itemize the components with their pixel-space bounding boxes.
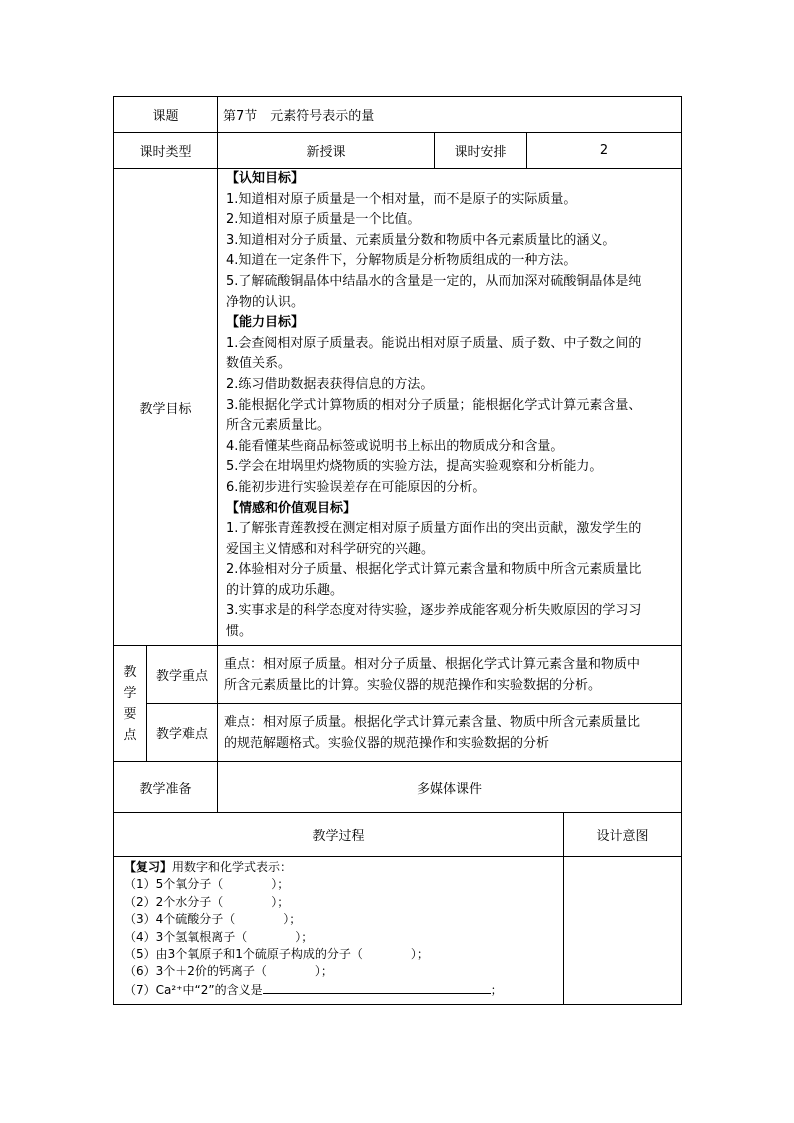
schedule-value: 2 [527,133,682,169]
focus-content [218,646,682,704]
review-row [114,857,682,1005]
key-points-group-label: 教 学 要 点 [114,646,147,762]
topic-row [114,97,682,133]
review-item: （4）3个氢氧根离子（ ）； [124,929,314,944]
lesson-plan [113,96,681,1005]
item7-suffix: ； [490,982,503,997]
intent-content [564,857,682,1005]
ability-line: 4.能看懂某些商品标签或说明书上标出的物质成分和含量。 [226,438,564,454]
difficulty-line: 的规范解题格式。实验仪器的规范操作和实验数据的分析 [224,735,550,751]
preparation-value: 多媒体课件 [218,762,682,813]
type-value: 新授课 [218,133,435,169]
review-title: 【复习】 [124,860,173,874]
type-label: 课时类型 [114,133,218,169]
focus-row [114,646,682,704]
review-content [114,857,564,1005]
ability-line: 2.练习借助数据表获得信息的方法。 [226,376,434,392]
topic-value: 第7节 元素符号表示的量 [218,97,682,133]
cognitive-line: 1.知道相对原子质量是一个相对量，而不是原子的实际质量。 [226,191,577,207]
objectives-label: 教学目标 [114,169,218,646]
emotion-line: 1.了解张青莲教授在测定相对原子质量方面作出的突出贡献，激发学生的 [226,521,642,537]
focus-line: 所含元素质量比的计算。实验仪器的规范操作和实验数据的分析。 [224,677,602,693]
objectives-row [114,169,682,646]
topic-label: 课题 [114,97,218,133]
cognitive-line: 2.知道相对原子质量是一个比值。 [226,212,421,228]
review-item: （3）4个硫酸分子（ ）； [124,912,302,927]
objectives-content [218,169,682,646]
emotion-line: 2.体验相对分子质量、根据化学式计算元素含量和物质中所含元素质量比 [226,562,642,578]
difficulty-content [218,704,682,762]
cognitive-line: 净物的认识。 [226,294,305,310]
review-item-7 [124,981,559,999]
cognitive-line: 3.知道相对分子质量、元素质量分数和物质中各元素质量比的涵义。 [226,232,616,248]
review-item: （5）由3个氧原子和1个硫原子构成的分子（ ）； [124,947,429,962]
cognitive-line: 5.了解硫酸铜晶体中结晶水的含量是一定的，从而加深对硫酸铜晶体是纯 [226,273,642,289]
emotion-line: 的计算的成功乐趣。 [226,582,344,598]
ability-line: 1.会查阅相对原子质量表。能说出相对原子质量、质子数、中子数之间的 [226,335,642,351]
ability-line: 3.能根据化学式计算物质的相对分子质量；能根据化学式计算元素含量、 [226,397,642,413]
preparation-row [114,762,682,813]
review-item: （1）5个氧分子（ ）； [124,877,290,892]
cognitive-line: 4.知道在一定条件下，分解物质是分析物质组成的一种方法。 [226,253,577,269]
ability-line: 6.能初步进行实验误差存在可能原因的分析。 [226,479,486,495]
schedule-label: 课时安排 [435,133,527,169]
emotion-line: 爱国主义情感和对科学研究的兴趣。 [226,541,435,557]
emotion-title: 【情感和价值观目标】 [226,500,357,516]
difficulty-row [114,704,682,762]
difficulty-label: 教学难点 [147,704,218,762]
emotion-line: 惯。 [226,624,253,640]
review-item: （2）2个水分子（ ）； [124,894,290,909]
answer-blank[interactable] [263,981,491,994]
difficulty-line: 难点：相对原子质量。根据化学式计算元素含量、物质中所含元素质量比 [224,714,641,730]
preparation-label: 教学准备 [114,762,218,813]
ability-title: 【能力目标】 [226,315,305,331]
item7-prefix: （7）Ca²⁺中“2”的含义是 [124,982,263,997]
ability-line: 5.学会在坩埚里灼烧物质的实验方法，提高实验观察和分析能力。 [226,459,603,475]
review-heading [124,859,559,876]
focus-line: 重点：相对原子质量。相对分子质量、根据化学式计算元素含量和物质中 [224,656,641,672]
emotion-line: 3.实事求是的科学态度对待实验，逐步养成能客观分析失败原因的学习习 [226,603,642,619]
process-label: 教学过程 [114,813,564,857]
ability-line: 数值关系。 [226,356,292,372]
process-header-row [114,813,682,857]
type-row [114,133,682,169]
review-item: （6）3个＋2价的钙离子（ ）； [124,964,333,979]
review-intro: 用数字和化学式表示： [172,860,293,874]
focus-label: 教学重点 [147,646,218,704]
ability-line: 所含元素质量比。 [226,418,331,434]
lesson-plan-table [113,96,682,1005]
intent-label: 设计意图 [564,813,682,857]
cognitive-title: 【认知目标】 [226,171,305,186]
